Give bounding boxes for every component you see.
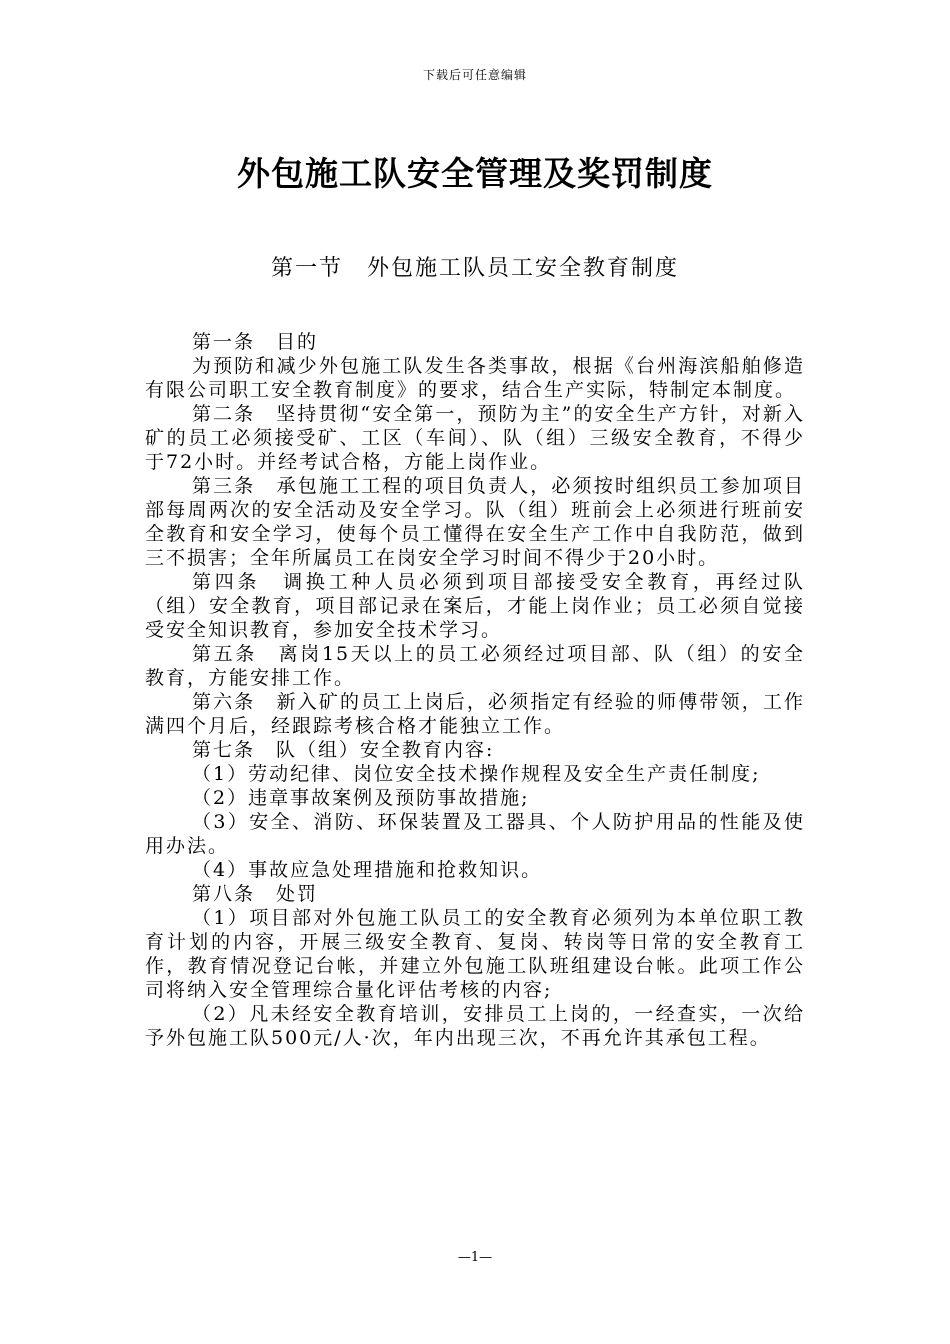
paragraph: 第七条 队（组）安全教育内容: bbox=[192, 739, 495, 761]
paragraph: 第五条 离岗15天以上的员工必须经过项目部、队（组）的安全教育，方能安排工作。 bbox=[145, 643, 805, 689]
page-number: —1— bbox=[457, 1250, 493, 1265]
paragraph: （2）违章事故案例及预防事故措施; bbox=[192, 787, 530, 809]
paragraph: 第一条 目的 bbox=[192, 331, 319, 353]
document-body bbox=[145, 330, 805, 1050]
section-title: 第一节 外包施工队员工安全教育制度 bbox=[270, 256, 679, 281]
paragraph: 为预防和减少外包施工队发生各类事故，根据《台州海滨船舶修造有限公司职工安全教育制度》的要求，结合生产实际，特制定本制度。 bbox=[145, 355, 805, 401]
paragraph: （1）项目部对外包施工队员工的安全教育必须列为本单位职工教育计划的内容，开展三级安全教育、复岗、转岗等日常的安全教育工作，教育情况登记台帐，并建立外包施工队班组建设台帐。此项工作公司将纳入安全管理综合量化评估考核的内容; bbox=[145, 907, 805, 1001]
paragraph: （4）事故应急处理措施和抢救知识。 bbox=[192, 859, 543, 881]
paragraph: 第六条 新入矿的员工上岗后，必须指定有经验的师傅带领，工作满四个月后，经跟踪考核合格才能独立工作。 bbox=[145, 691, 805, 737]
paragraph: （3）安全、消防、环保装置及工器具、个人防护用品的性能及使用办法。 bbox=[145, 811, 805, 857]
paragraph: 第八条 处罚 bbox=[192, 883, 319, 905]
paragraph: 第三条 承包施工工程的项目负责人，必须按时组织员工参加项目部每周两次的安全活动及安全学习。队（组）班前会上必须进行班前安全教育和安全学习，使每个员工懂得在安全生产工作中自我防范，做到三不损害；全年所属员工在岗安全学习时间不得少于20小时。 bbox=[145, 475, 805, 569]
paragraph: 第二条 坚持贯彻“安全第一，预防为主”的安全生产方针，对新入矿的员工必须接受矿、工区（车间）、队（组）三级安全教育，不得少于72小时。并经考试合格，方能上岗作业。 bbox=[145, 403, 805, 473]
paragraph: 第四条 调换工种人员必须到项目部接受安全教育，再经过队（组）安全教育，项目部记录在案后，才能上岗作业；员工必须自觉接受安全知识教育，参加安全技术学习。 bbox=[145, 571, 805, 641]
header-note: 下载后可任意编辑 bbox=[422, 68, 527, 82]
paragraph: （2）凡未经安全教育培训，安排员工上岗的，一经查实，一次给予外包施工队500元/人·次，年内出现三次，不再允许其承包工程。 bbox=[145, 1003, 805, 1049]
document-title: 外包施工队安全管理及奖罚制度 bbox=[237, 154, 713, 193]
paragraph: （1）劳动纪律、岗位安全技术操作规程及安全生产责任制度; bbox=[192, 763, 761, 785]
